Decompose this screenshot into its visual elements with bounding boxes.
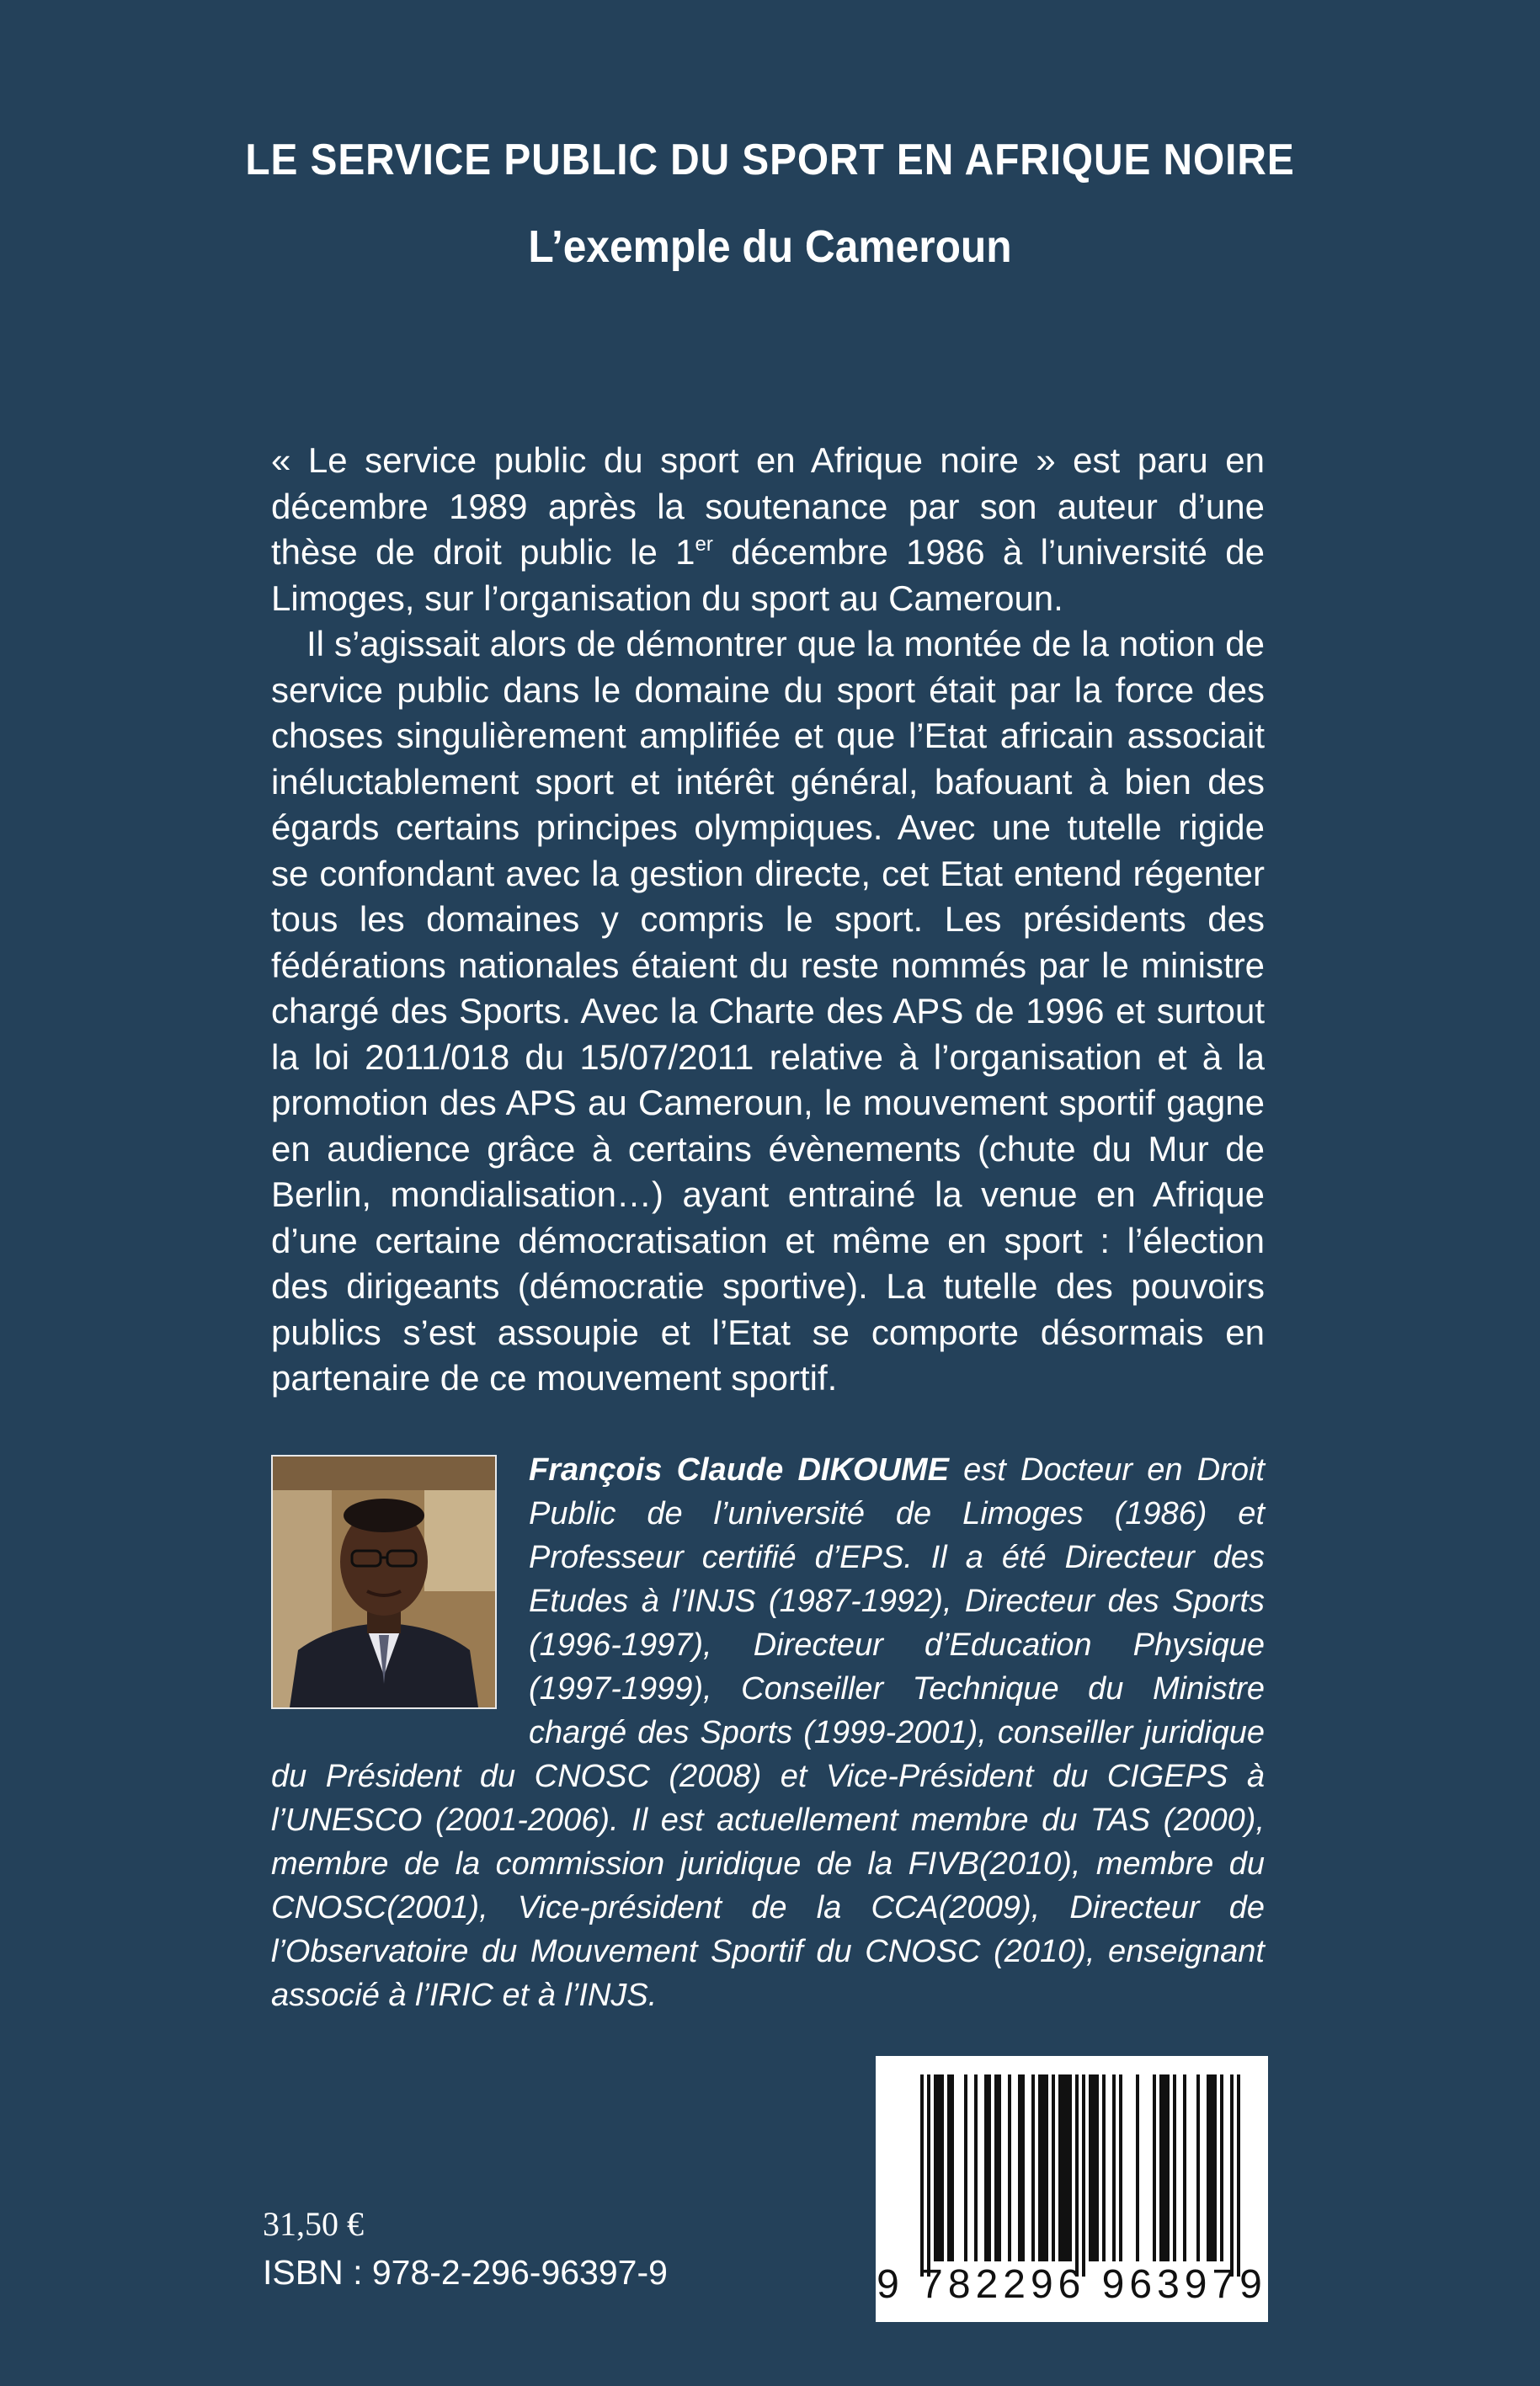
barcode-bar — [1058, 2074, 1062, 2261]
barcode-bar — [1136, 2074, 1139, 2261]
barcode-bar — [1119, 2074, 1122, 2261]
book-title: LE SERVICE PUBLIC DU SPORT EN AFRIQUE NOIRE — [245, 136, 1295, 184]
barcode-bar — [934, 2074, 937, 2261]
barcode-bar — [964, 2074, 967, 2261]
barcode-bar — [994, 2074, 998, 2261]
author-photo — [271, 1455, 497, 1709]
summary-paragraph-2: Il s’agissait alors de démontrer que la montée de la notion de service public dans le domaine du sport était par la force des choses singulièrement amplifiée et que l’Etat africain associait inéluctablement sport et intérêt général, bafouant à bien des égards certains principes olympiques. Avec une tutelle rigide se confondant avec la gestion directe, cet Etat entend régenter tous les domaines y compris le sport. Les présidents des fédérations nationales étaient du reste nommés par le ministre chargé des Sports. Avec la Charte des APS de 1996 et surtout la loi 2011/018 du 15/07/2011 relative à l’organisation et à la promotion des APS au Cameroun, le mouvement sportif gagne en audience grâce à certains évènements (chute du Mur de Berlin, mondialisation…) ayant entrainé la venue en Afrique d’une certaine démocratisation et même en sport : l’élection des dirigeants (démocratie sportive). La tutelle des pouvoirs publics s’est assoupie et l’Etat se comporte désormais en partenaire de ce mouvement sportif. — [271, 624, 1265, 1398]
barcode-bar — [927, 2074, 930, 2277]
barcode-bar — [1018, 2074, 1021, 2261]
barcode-bar — [998, 2074, 1001, 2261]
barcode-bar — [1065, 2074, 1068, 2261]
summary-text — [271, 438, 1265, 1402]
barcode-bar — [1102, 2074, 1106, 2261]
barcode-bar — [1075, 2074, 1079, 2277]
barcode-bar — [941, 2074, 944, 2261]
barcode-bar — [1207, 2074, 1210, 2261]
barcode-bar — [984, 2074, 988, 2261]
author-name: François Claude DIKOUME — [529, 1452, 949, 1488]
barcode-bar — [1021, 2074, 1025, 2261]
barcode-bar — [974, 2074, 978, 2261]
barcode-bar — [1052, 2074, 1055, 2261]
barcode-bar — [1166, 2074, 1170, 2261]
author-bio-text: est Docteur en Droit Public de l’université de Limoges (1986) et Professeur certifié d’EPS. Il a été Directeur des Etudes à l’INJS (1987-1992), Directeur des Sports (1996-1997), Directeur d’Education Physique (1997-1999), Conseiller Technique du Ministre chargé des Sports (1999-2001), conseiller juridique du Président du CNOSC (2008) et Vice-Président du CIGEPS à l’UNESCO (2001-2006). Il est actuellement membre du TAS (2000), membre de la commission juridique de la FIVB(2010), membre du CNOSC(2001), Vice-président de la CCA(2009), Directeur de l’Observatoire du Mouvement Sportif du CNOSC (2010), enseignant associé à l’IRIC et à l’INJS. — [271, 1452, 1265, 2013]
barcode-bar — [937, 2074, 941, 2261]
barcode-bar — [1210, 2074, 1213, 2261]
barcode — [876, 2056, 1268, 2322]
barcode-bar — [1153, 2074, 1156, 2261]
barcode-bar — [1183, 2074, 1186, 2261]
barcode-bar — [1042, 2074, 1045, 2261]
author-bio — [271, 1448, 1265, 2017]
barcode-bar — [1092, 2074, 1095, 2261]
barcode-bar — [951, 2074, 954, 2261]
barcode-digits: 9 782296 963979 — [877, 2262, 1267, 2307]
price: 31,50 € — [263, 2205, 364, 2243]
barcode-bar — [1196, 2074, 1200, 2261]
book-subtitle: L’exemple du Cameroun — [528, 221, 1012, 272]
summary-paragraph-1: « Le service public du sport en Afrique noire » est paru en décembre 1989 après la soutenance par son auteur d’une thèse de droit public le 1er décembre 1986 à l’université de Limoges, sur l’organisation du sport au Cameroun. — [271, 440, 1266, 618]
barcode-bar — [1230, 2074, 1234, 2277]
barcode-bar — [1237, 2074, 1240, 2277]
barcode-bar — [988, 2074, 991, 2261]
barcode-bar — [920, 2074, 924, 2277]
barcode-bar — [1062, 2074, 1065, 2261]
barcode-bar — [1089, 2074, 1092, 2261]
barcode-bar — [1045, 2074, 1048, 2261]
barcode-bar — [1068, 2074, 1072, 2261]
barcode-bar — [1173, 2074, 1176, 2261]
barcode-bar — [1095, 2074, 1099, 2261]
barcode-bar — [1112, 2074, 1116, 2261]
barcode-bar — [1038, 2074, 1042, 2261]
barcode-bar — [1008, 2074, 1011, 2261]
barcode-bar — [1213, 2074, 1217, 2261]
barcode-bar — [1163, 2074, 1166, 2261]
isbn: ISBN : 978-2-296-96397-9 — [263, 2253, 668, 2292]
barcode-bar — [1220, 2074, 1223, 2261]
barcode-bar — [1159, 2074, 1163, 2261]
barcode-bar — [1082, 2074, 1085, 2277]
barcode-bar — [1031, 2074, 1035, 2261]
barcode-bar — [947, 2074, 951, 2261]
